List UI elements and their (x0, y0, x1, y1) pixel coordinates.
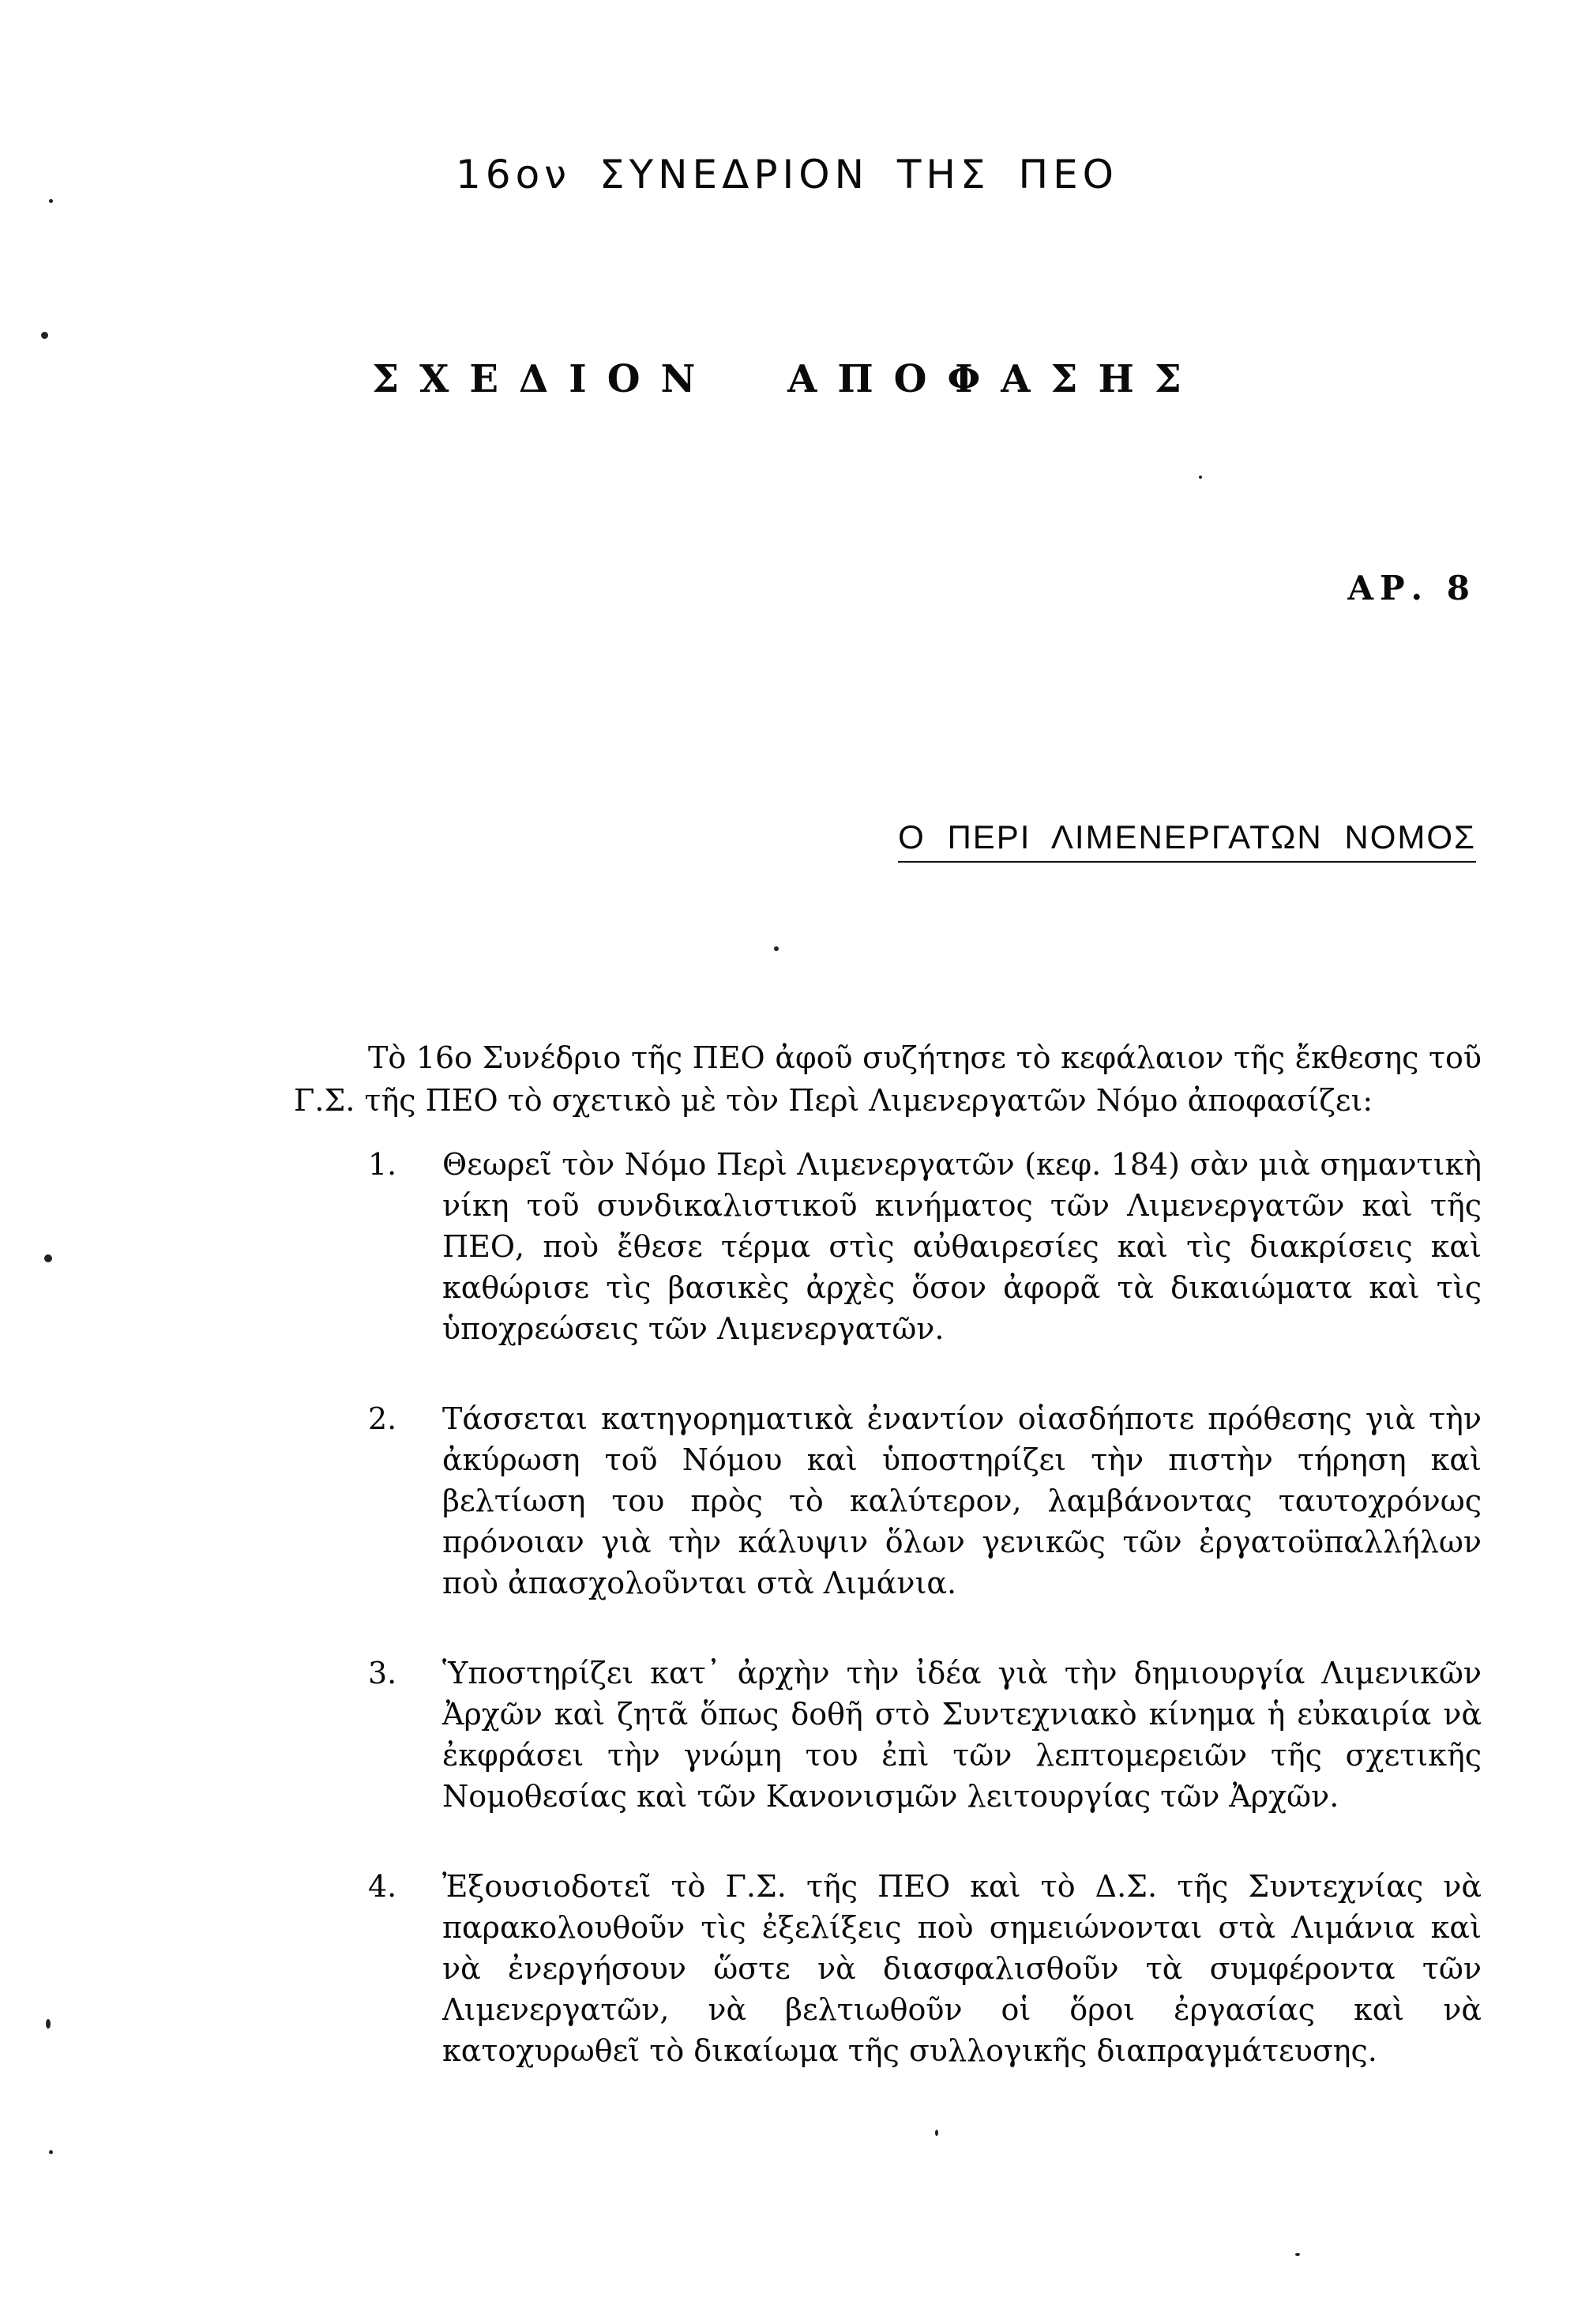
scan-speck (49, 199, 53, 203)
item-number: 2. (368, 1401, 397, 1436)
item-text: Θεωρεῖ τὸν Νόμο Περὶ Λιμενεργατῶν (κεφ. 184) σὰν μιὰ σημαντικὴ νίκη τοῦ συνδικαλιστικοῦ κινήματος τῶν Λιμενεργατῶν καὶ τῆς ΠΕΟ, ποὺ ἔθεσε τέρμα στὶς αὐθαιρεσίες καὶ τὶς διακρίσεις καὶ καθώρισε τὶς βασικὲς ἀρχὲς ὅσον ἀφορᾶ τὰ δικαιώματα καὶ τὶς ὑποχρεώσεις τῶν Λιμενεργατῶν. (442, 1147, 1482, 1346)
item-text: Ὑποστηρίζει κατ᾽ ἀρχὴν τὴν ἰδέα γιὰ τὴν δημιουργία Λιμενικῶν Ἀρχῶν καὶ ζητᾶ ὅπως δοθῆ στὸ Συντεχνιακὸ κίνημα ἡ εὐκαιρία νὰ ἐκφράσει τὴν γνώμη του ἐπὶ τῶν λεπτομερειῶν τῆς σχετικῆς Νομοθεσίας καὶ τῶν Κανονισμῶν λειτουργίας τῶν Ἀρχῶν. (442, 1656, 1482, 1814)
draft-decision-heading: ΣΧΕΔΙΟΝ ΑΠΟΦΑΣΗΣ (372, 357, 1202, 401)
intro-block (294, 1036, 1482, 1122)
resolution-item (368, 1398, 1482, 1604)
scan-speck (46, 2019, 51, 2029)
scan-speck (935, 2130, 938, 2136)
item-number: 1. (368, 1147, 397, 1182)
scan-speck (1295, 2253, 1300, 2256)
item-text: Ἐξουσιοδοτεῖ τὸ Γ.Σ. τῆς ΠΕΟ καὶ τὸ Δ.Σ. τῆς Συντεχνίας νὰ παρακολουθοῦν τὶς ἐξελίξεις ποὺ σημειώνονται στὰ Λιμάνια καὶ νὰ ἐνεργήσουν ὥστε νὰ διασφαλισθοῦν τὰ συμφέροντα τῶν Λιμενεργατῶν, νὰ βελτιωθοῦν οἱ ὅροι ἐργασίας καὶ νὰ κατοχυρωθεῖ τὸ δικαίωμα τῆς συλλογικῆς διαπραγμάτευσης. (442, 1869, 1482, 2068)
scan-speck (1199, 476, 1202, 479)
resolution-item (368, 1144, 1482, 1349)
decision-number: ΑΡ. 8 (1347, 569, 1476, 607)
resolution-item (368, 1653, 1482, 1817)
resolution-item (368, 1866, 1482, 2071)
scan-speck (41, 332, 48, 339)
item-number: 3. (368, 1656, 397, 1690)
subject-title: Ο ΠΕΡΙ ΛΙΜΕΝΕΡΓΑΤΩΝ ΝΟΜΟΣ (898, 818, 1476, 863)
congress-heading: 16ον ΣΥΝΕΔΡΙΟΝ ΤΗΣ ΠΕΟ (455, 152, 1119, 197)
resolution-list (368, 1144, 1482, 2120)
intro-paragraph: Τὸ 16ο Συνέδριο τῆς ΠΕΟ ἀφοῦ συζήτησε τὸ κεφάλαιον τῆς ἔκθεσης τοῦ Γ.Σ. τῆς ΠΕΟ τὸ σχετικὸ μὲ τὸν Περὶ Λιμενεργατῶν Νόμο ἀποφασίζει: (294, 1040, 1482, 1118)
scan-speck (49, 2150, 53, 2154)
item-number: 4. (368, 1869, 397, 1904)
scan-speck (44, 1254, 52, 1262)
scan-speck (774, 946, 779, 951)
item-text: Τάσσεται κατηγορηματικὰ ἐναντίον οἱασδήποτε πρόθεσης γιὰ τὴν ἀκύρωση τοῦ Νόμου καὶ ὑποστηρίζει τὴν πιστὴν τήρηση καὶ βελτίωση του πρὸς τὸ καλύτερον, λαμβάνοντας ταυτοχρόνως πρόνοιαν γιὰ τὴν κάλυψιν ὅλων γενικῶς τῶν ἐργατοϋπαλλήλων ποὺ ἀπασχολοῦνται στὰ Λιμάνια. (442, 1401, 1482, 1600)
